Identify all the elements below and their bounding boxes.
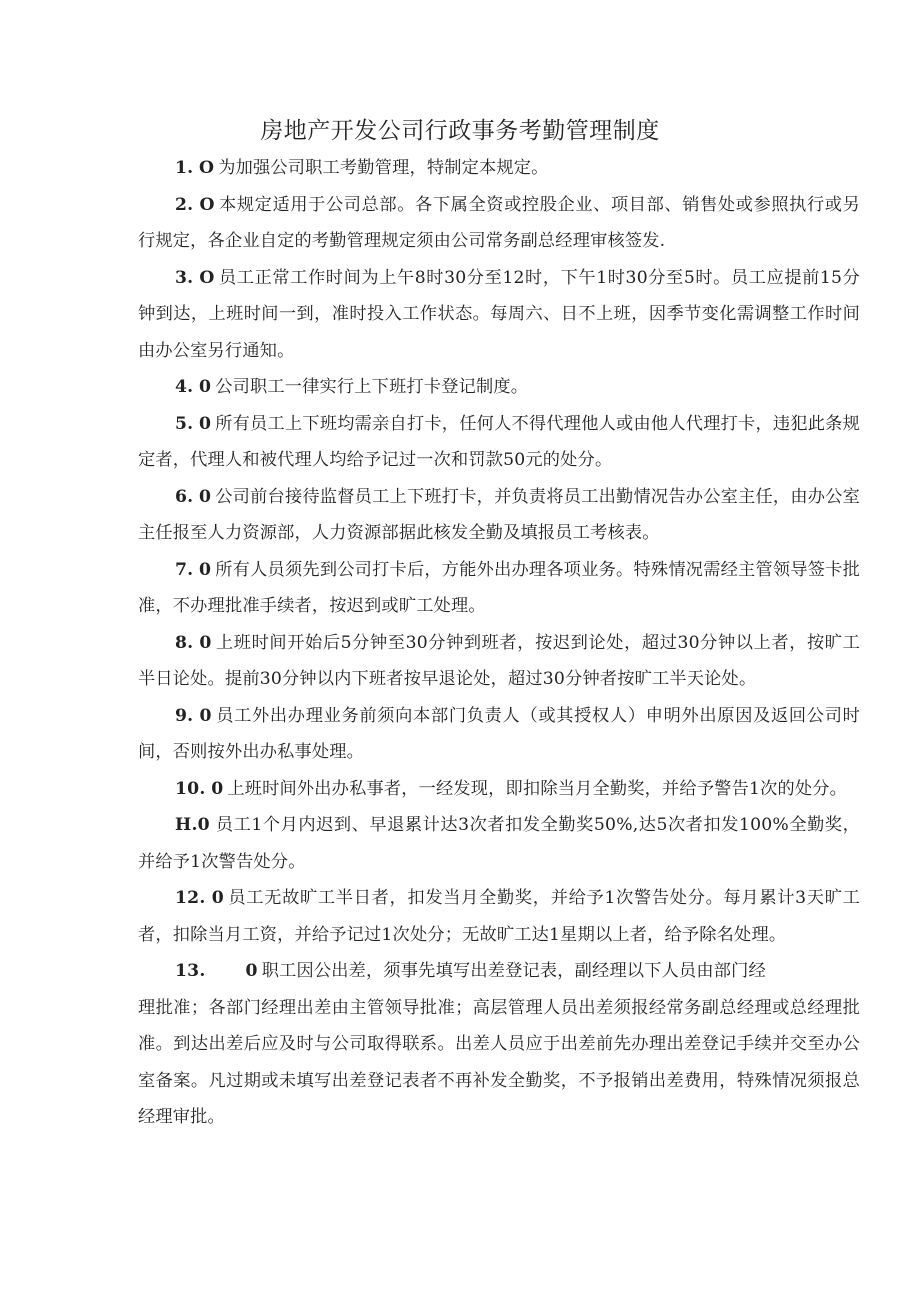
clause-text: 员工外出办理业务前须向本部门负责人（或其授权人）申明外出原因及返回公司时间，否则按外出办私事处理。 (138, 705, 860, 762)
clause-4 (138, 369, 860, 406)
clause-3 (138, 260, 860, 370)
clause-6 (138, 479, 860, 552)
clause-8 (138, 625, 860, 698)
clause-number: 4. (175, 377, 194, 397)
clause-number: 2. (175, 194, 194, 215)
clause-text: 公司前台接待监督员工上下班打卡，并负责将员工出勤情况告办公室主任，由办公室主任报至人力资源部，人力资源部据此核发全勤及填报员工考核表。 (138, 486, 860, 543)
clause-number: 10. (175, 778, 206, 799)
clause-12 (138, 880, 860, 953)
clause-text: 所有员工上下班均需亲自打卡，任何人不得代理他人或由他人代理打卡，违犯此条规定者，代理人和被代理人均给予记过一次和罚款50元的处分。 (138, 413, 860, 470)
clause-text: 员工正常工作时间为上午8时30分至12时，下午1时30分至5时。员工应提前15分钟到达，上班时间一到，准时投入工作状态。每周六、日不上班，因季节变化需调整工作时间由办公室另行通知。 (138, 267, 860, 361)
clause-7 (138, 552, 860, 625)
clause-number: 5. (175, 413, 194, 434)
clause-text: 员工无故旷工半日者，扣发当月全勤奖，并给予1次警告处分。每月累计3天旷工者，扣除当月工资，并给予记过1次处分；无故旷工达1星期以上者，给予除名处理。 (138, 888, 860, 945)
clause-mark: O (199, 194, 215, 215)
clause-mark: 0 (199, 486, 212, 507)
document-body (138, 150, 860, 1136)
clause-text: 上班时间外出办私事者，一经发现，即扣除当月全勤奖，并给予警告1次的处分。 (227, 778, 848, 799)
clause-mark: 0 (211, 778, 224, 799)
clause-number: 8. (175, 632, 194, 653)
clause-text: 所有人员须先到公司打卡后，方能外出办理各项业务。特殊情况需经主管领导签卡批准，不办理批准手续者，按迟到或旷工处理。 (138, 559, 860, 616)
clause-text: 上班时间开始后5分钟至30分钟到班者，按迟到论处，超过30分钟以上者，按旷工半日论处。提前30分钟以内下班者按早退论处，超过30分钟者按旷工半天论处。 (138, 632, 860, 689)
clause-mark: 0 (199, 413, 212, 434)
clause-number: 13. (175, 961, 206, 981)
clause-10 (138, 771, 860, 808)
clause-1 (138, 150, 860, 187)
clause-number: 1. (175, 158, 194, 178)
clause-mark: 0 (199, 632, 212, 653)
clause-mark: O (199, 158, 215, 178)
clause-text-lead: 职工因公出差，须事先填写出差登记表，副经理以下人员由部门经 (261, 961, 766, 981)
clause-number: 12. (175, 888, 206, 908)
clause-11 (138, 807, 860, 880)
clause-mark: O (199, 267, 215, 288)
clause-5 (138, 406, 860, 479)
clause-number: 9. (175, 705, 194, 726)
clause-text: 为加强公司职工考勤管理，特制定本规定。 (218, 158, 549, 178)
clause-number: 7. (175, 559, 194, 580)
clause-9 (138, 698, 860, 771)
clause-13 (138, 953, 860, 1136)
clause-text: 理批准；各部门经理出差由主管领导批准；高层管理人员出差须报经常务副总经理或总经理批准。到达出差后应及时与公司取得联系。出差人员应于出差前先办理出差登记手续并交至办公室备案。凡过期或未填写出差登记表者不再补发全勤奖，不予报销出差费用，特殊情况须报总经理审批。 (138, 997, 860, 1127)
clause-2 (138, 187, 860, 260)
clause-mark: 0 (199, 377, 212, 397)
clause-number: H.0 (175, 815, 210, 835)
clause-text: 公司职工一律实行上下班打卡登记制度。 (215, 377, 529, 397)
clause-text: 员工1个月内迟到、早退累计达3次者扣发全勤奖50%,达5次者扣发100%全勤奖，并给予1次警告处分。 (138, 815, 860, 872)
clause-mark: 0 (211, 888, 224, 908)
clause-mark: 0 (199, 559, 212, 580)
clause-13-first-line (138, 953, 860, 990)
clause-text: 本规定适用于公司总部。各下属全资或控股企业、项目部、销售处或参照执行或另行规定，各企业自定的考勤管理规定须由公司常务副总经理审核签发. (138, 194, 860, 251)
clause-number: 3. (175, 267, 194, 288)
clause-mark: 0 (199, 705, 212, 726)
clause-number: 6. (175, 486, 194, 507)
clause-mark: 0 (245, 961, 258, 981)
document-title: 房地产开发公司行政事务考勤管理制度 (260, 118, 660, 144)
